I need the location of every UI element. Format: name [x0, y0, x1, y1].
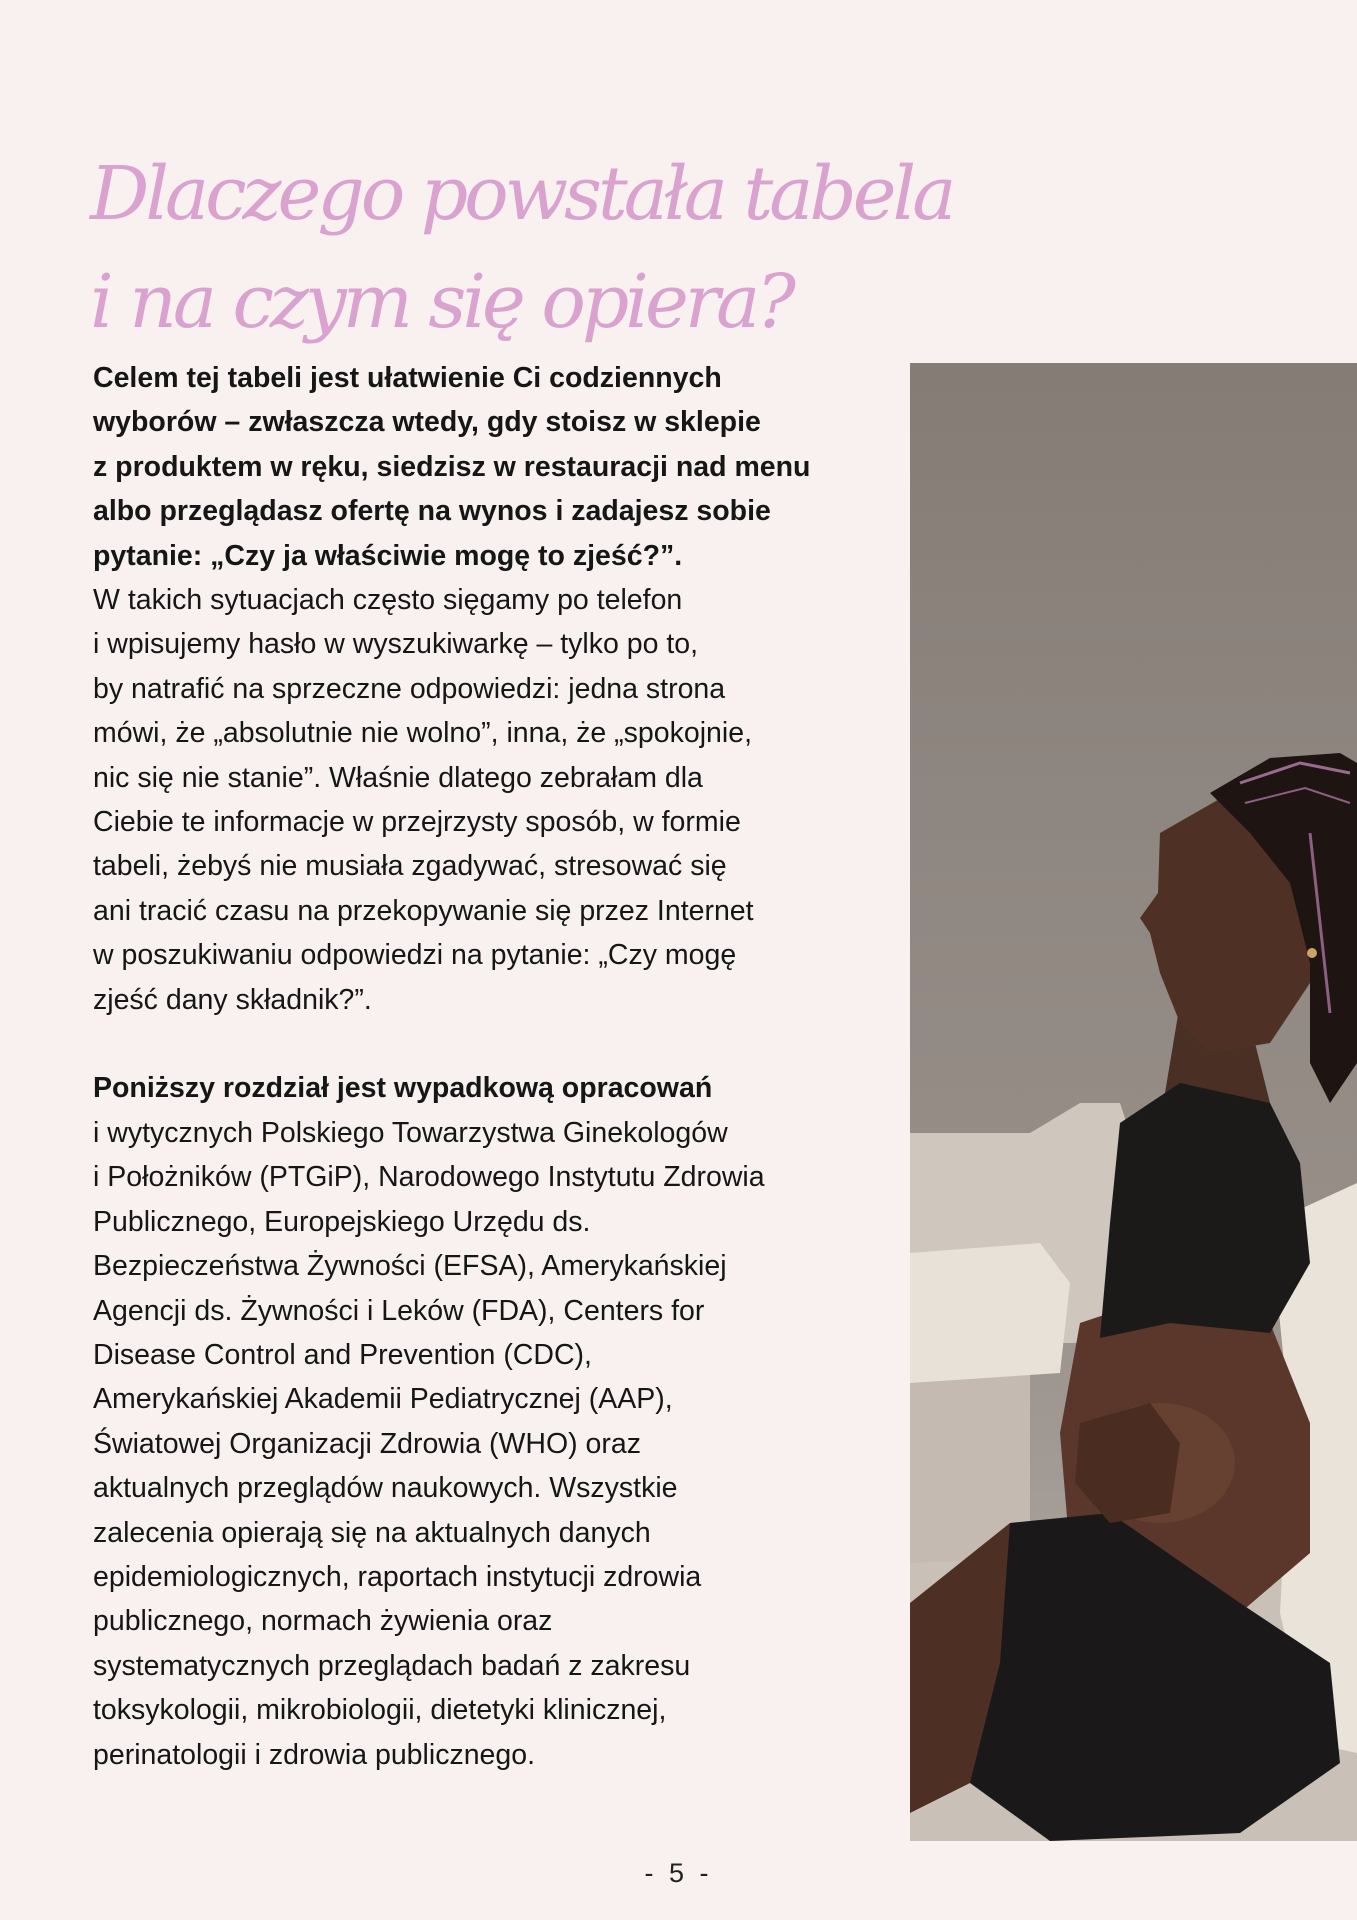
sources-line: perinatologii i zdrowia publicznego. [93, 1738, 536, 1771]
intro-line: by natrafić na sprzeczne odpowiedzi: jedna strona [93, 672, 726, 705]
intro-line: W takich sytuacjach często sięgamy po telefon [93, 584, 683, 617]
sources-line: zalecenia opierają się na aktualnych danych [93, 1516, 651, 1549]
intro-bold-line: z produktem w ręku, siedzisz w restauracji nad menu [93, 450, 811, 483]
intro-paragraph [93, 356, 893, 1022]
photo-illustration [910, 363, 1357, 1841]
intro-line: zjeść dany składnik?”. [93, 983, 372, 1016]
shirt-sleeve [910, 1243, 1070, 1383]
sources-line: i Położników (PTGiP), Narodowego Instytutu Zdrowia [93, 1161, 765, 1194]
intro-line: w poszukiwaniu odpowiedzi na pytanie: „Czy mogę [93, 939, 737, 972]
intro-line: Ciebie te informacje w przejrzysty sposób, w formie [93, 806, 741, 839]
intro-line: nic się nie stanie”. Właśnie dlatego zebrałam dla [93, 761, 703, 794]
sources-line: Bezpieczeństwa Żywności (EFSA), Amerykańskiej [93, 1250, 727, 1283]
page-title-line-1: Dlaczego powstała tabela [90, 151, 953, 237]
sources-line: Disease Control and Prevention (CDC), [93, 1338, 592, 1371]
intro-bold-line: albo przeglądasz ofertę na wynos i zadajesz sobie [93, 495, 771, 528]
sources-paragraph [93, 1066, 893, 1777]
intro-line: tabeli, żebyś nie musiała zgadywać, stresować się [93, 850, 727, 883]
crop-top [1100, 1083, 1310, 1338]
sources-line: aktualnych przeglądów naukowych. Wszystkie [93, 1472, 678, 1505]
intro-line: mówi, że „absolutnie nie wolno”, inna, że „spokojnie, [93, 717, 753, 750]
intro-bold-line: wyborów – zwłaszcza wtedy, gdy stoisz w sklepie [93, 406, 761, 439]
sources-line: i wytycznych Polskiego Towarzystwa Ginekologów [93, 1116, 728, 1149]
sources-line: publicznego, normach żywienia oraz [93, 1605, 553, 1638]
paragraph-gap [93, 1022, 893, 1066]
intro-bold-line: pytanie: „Czy ja właściwie mogę to zjeść?”. [93, 539, 683, 572]
sources-line: Światowej Organizacji Zdrowia (WHO) oraz [93, 1427, 641, 1460]
body-text [93, 356, 893, 1777]
page-number: - 5 - [644, 1858, 713, 1888]
pregnant-woman-photo [910, 363, 1357, 1841]
page-title [90, 140, 953, 356]
sources-line: systematycznych przeglądach badań z zakresu [93, 1649, 691, 1682]
sources-line: toksykologii, mikrobiologii, dietetyki klinicznej, [93, 1694, 667, 1727]
intro-line: i wpisujemy hasło w wyszukiwarkę – tylko po to, [93, 628, 699, 661]
sources-line: Publicznego, Europejskiego Urzędu ds. [93, 1205, 591, 1238]
earring [1307, 948, 1317, 958]
sources-bold-line: Poniższy rozdział jest wypadkową opracowań [93, 1072, 713, 1105]
sources-line: Agencji ds. Żywności i Leków (FDA), Centers for [93, 1294, 705, 1327]
page-title-line-2: i na czym się opiera? [90, 259, 792, 345]
sources-line: Amerykańskiej Akademii Pediatrycznej (AAP), [93, 1383, 673, 1416]
sources-line: epidemiologicznych, raportach instytucji zdrowia [93, 1560, 702, 1593]
intro-line: ani tracić czasu na przekopywanie się przez Internet [93, 894, 754, 927]
intro-bold-line: Celem tej tabeli jest ułatwienie Ci codziennych [93, 362, 722, 394]
